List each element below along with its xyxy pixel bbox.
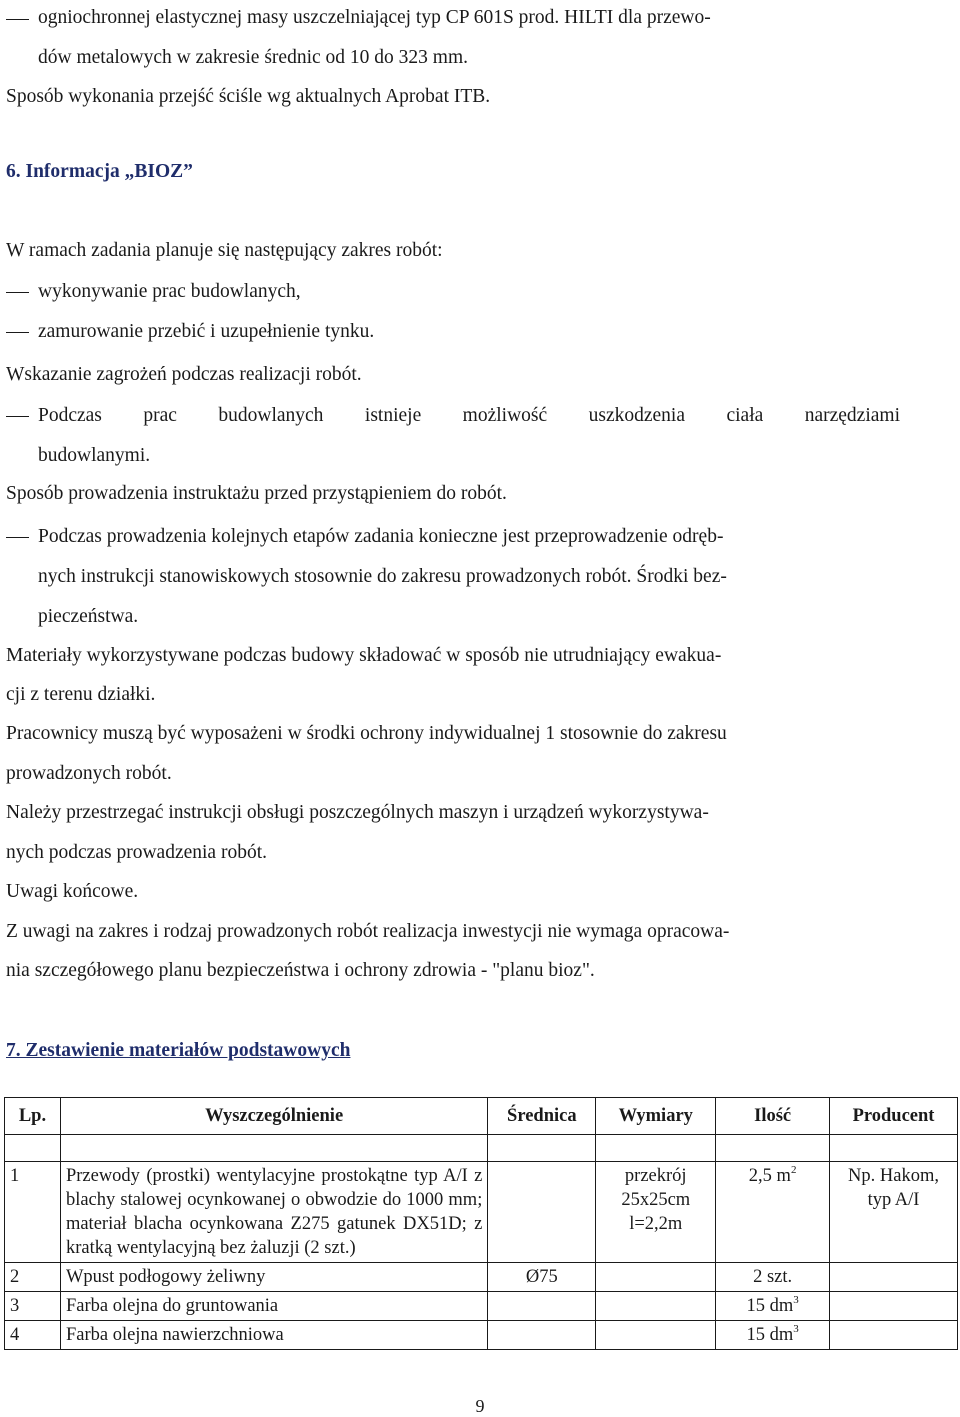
cell-lp: 2	[5, 1263, 61, 1292]
cell-lp: 1	[5, 1162, 61, 1263]
intro-line-2: dów metalowych w zakresie średnic od 10 do 323 mm.	[38, 47, 468, 68]
producer-line: typ A/I	[867, 1190, 920, 1210]
table-cell-empty	[5, 1135, 61, 1162]
instruction-line-2: nych instrukcji stanowiskowych stosownie do zakresu prowadzonych robót. Środki bez-	[38, 566, 727, 587]
cell-quantity: 2 szt.	[716, 1263, 830, 1292]
table-cell-empty	[716, 1135, 830, 1162]
quantity-exponent: 3	[793, 1294, 799, 1306]
intro-line-3: Sposób wykonania przejść ściśle wg aktualnych Aprobat ITB.	[6, 86, 491, 107]
section-6-heading: 6. Informacja „BIOZ”	[6, 161, 193, 182]
table-row	[5, 1263, 958, 1292]
cell-lp: 4	[5, 1321, 61, 1350]
cell-dimensions	[596, 1263, 716, 1292]
col-header-description: Wyszczególnienie	[60, 1098, 487, 1135]
quantity-exponent: 2	[790, 1164, 797, 1176]
quantity-value: 15 dm	[746, 1296, 794, 1316]
table-spacer-row	[5, 1135, 958, 1162]
cell-lp: 3	[5, 1292, 61, 1321]
cell-producer	[830, 1321, 958, 1350]
cell-quantity	[716, 1292, 830, 1321]
table-cell-empty	[830, 1135, 958, 1162]
workers-line-2: prowadzonych robót.	[6, 763, 172, 784]
machines-line-2: nych podczas prowadzenia robót.	[6, 842, 267, 863]
hazard-line-1: Podczas prac budowlanych istnieje możliwość uszkodzenia ciała narzędziami	[38, 405, 900, 426]
final-line-2: nia szczegółowego planu bezpieczeństwa i ochrony zdrowia - "planu bioz".	[6, 960, 595, 981]
quantity-value: 2,5 m	[748, 1166, 791, 1186]
cell-diameter	[488, 1321, 596, 1350]
quantity-exponent: 3	[793, 1323, 799, 1335]
cell-description: Farba olejna nawierzchniowa	[60, 1321, 487, 1350]
list-dash	[6, 292, 29, 293]
scope-intro: W ramach zadania planuje się następujący zakres robót:	[6, 240, 443, 261]
cell-quantity	[716, 1162, 830, 1263]
machines-line-1: Należy przestrzegać instrukcji obsługi poszczególnych maszyn i urządzeń wykorzystywa-	[6, 802, 709, 823]
col-header-dimensions: Wymiary	[596, 1098, 716, 1135]
scope-item-2: zamurowanie przebić i uzupełnienie tynku.	[38, 321, 375, 342]
materials-table	[4, 1097, 958, 1350]
instruction-line-3: pieczeństwa.	[38, 606, 139, 627]
cell-dimensions	[596, 1162, 716, 1263]
list-dash	[6, 19, 29, 20]
intro-line-1: ogniochronnej elastycznej masy uszczelniającej typ CP 601S prod. HILTI dla przewo-	[38, 7, 711, 28]
scope-item-1: wykonywanie prac budowlanych,	[38, 281, 301, 302]
table-row	[5, 1292, 958, 1321]
dimension-line: l=2,2m	[629, 1214, 683, 1234]
hazard-line-2: budowlanymi.	[38, 445, 151, 466]
workers-line-1: Pracownicy muszą być wyposażeni w środki ochrony indywidualnej 1 stosownie do zakresu	[6, 723, 727, 744]
table-cell-empty	[596, 1135, 716, 1162]
dimension-line: 25x25cm	[621, 1190, 691, 1210]
cell-dimensions	[596, 1321, 716, 1350]
col-header-producer: Producent	[830, 1098, 958, 1135]
instruction-line-1: Podczas prowadzenia kolejnych etapów zadania konieczne jest przeprowadzenie odręb-	[38, 526, 724, 547]
table-row	[5, 1162, 958, 1263]
col-header-quantity: Ilość	[716, 1098, 830, 1135]
cell-producer	[830, 1263, 958, 1292]
cell-diameter: Ø75	[488, 1263, 596, 1292]
final-line-1: Z uwagi na zakres i rodzaj prowadzonych robót realizacja inwestycji nie wymaga opracowa-	[6, 921, 730, 942]
cell-diameter	[488, 1292, 596, 1321]
cell-description: Wpust podłogowy żeliwny	[60, 1263, 487, 1292]
quantity-value: 15 dm	[746, 1325, 794, 1345]
cell-quantity	[716, 1321, 830, 1350]
dimension-line: przekrój	[624, 1166, 687, 1186]
col-header-diameter: Średnica	[488, 1098, 596, 1135]
table-row	[5, 1321, 958, 1350]
cell-description: Farba olejna do gruntowania	[60, 1292, 487, 1321]
table-header-row	[5, 1098, 958, 1135]
instruction-title: Sposób prowadzenia instruktażu przed przystąpieniem do robót.	[6, 483, 507, 504]
cell-description: Przewody (prostki) wentylacyjne prostokątne typ A/I z blachy stalowej ocynkowanej o obwodzie do 1000 mm; materiał blacha ocynkowana Z275 gatunek DX51D; z kratką wentylacyjną bez żaluzji (2 szt.)	[60, 1162, 487, 1263]
list-dash	[6, 537, 29, 538]
col-header-lp: Lp.	[5, 1098, 61, 1135]
cell-producer	[830, 1162, 958, 1263]
page-number: 9	[475, 1396, 485, 1416]
materials-line-1: Materiały wykorzystywane podczas budowy składować w sposób nie utrudniający ewakua-	[6, 645, 722, 666]
list-dash	[6, 416, 29, 417]
materials-line-2: cji z terenu działki.	[6, 684, 156, 705]
cell-diameter	[488, 1162, 596, 1263]
table-cell-empty	[60, 1135, 487, 1162]
final-title: Uwagi końcowe.	[6, 881, 139, 902]
producer-line: Np. Hakom,	[848, 1166, 939, 1186]
list-dash	[6, 332, 29, 333]
section-7-heading: 7. Zestawienie materiałów podstawowych	[6, 1040, 351, 1061]
hazards-title: Wskazanie zagrożeń podczas realizacji robót.	[6, 364, 362, 385]
cell-producer	[830, 1292, 958, 1321]
table-cell-empty	[488, 1135, 596, 1162]
cell-dimensions	[596, 1292, 716, 1321]
